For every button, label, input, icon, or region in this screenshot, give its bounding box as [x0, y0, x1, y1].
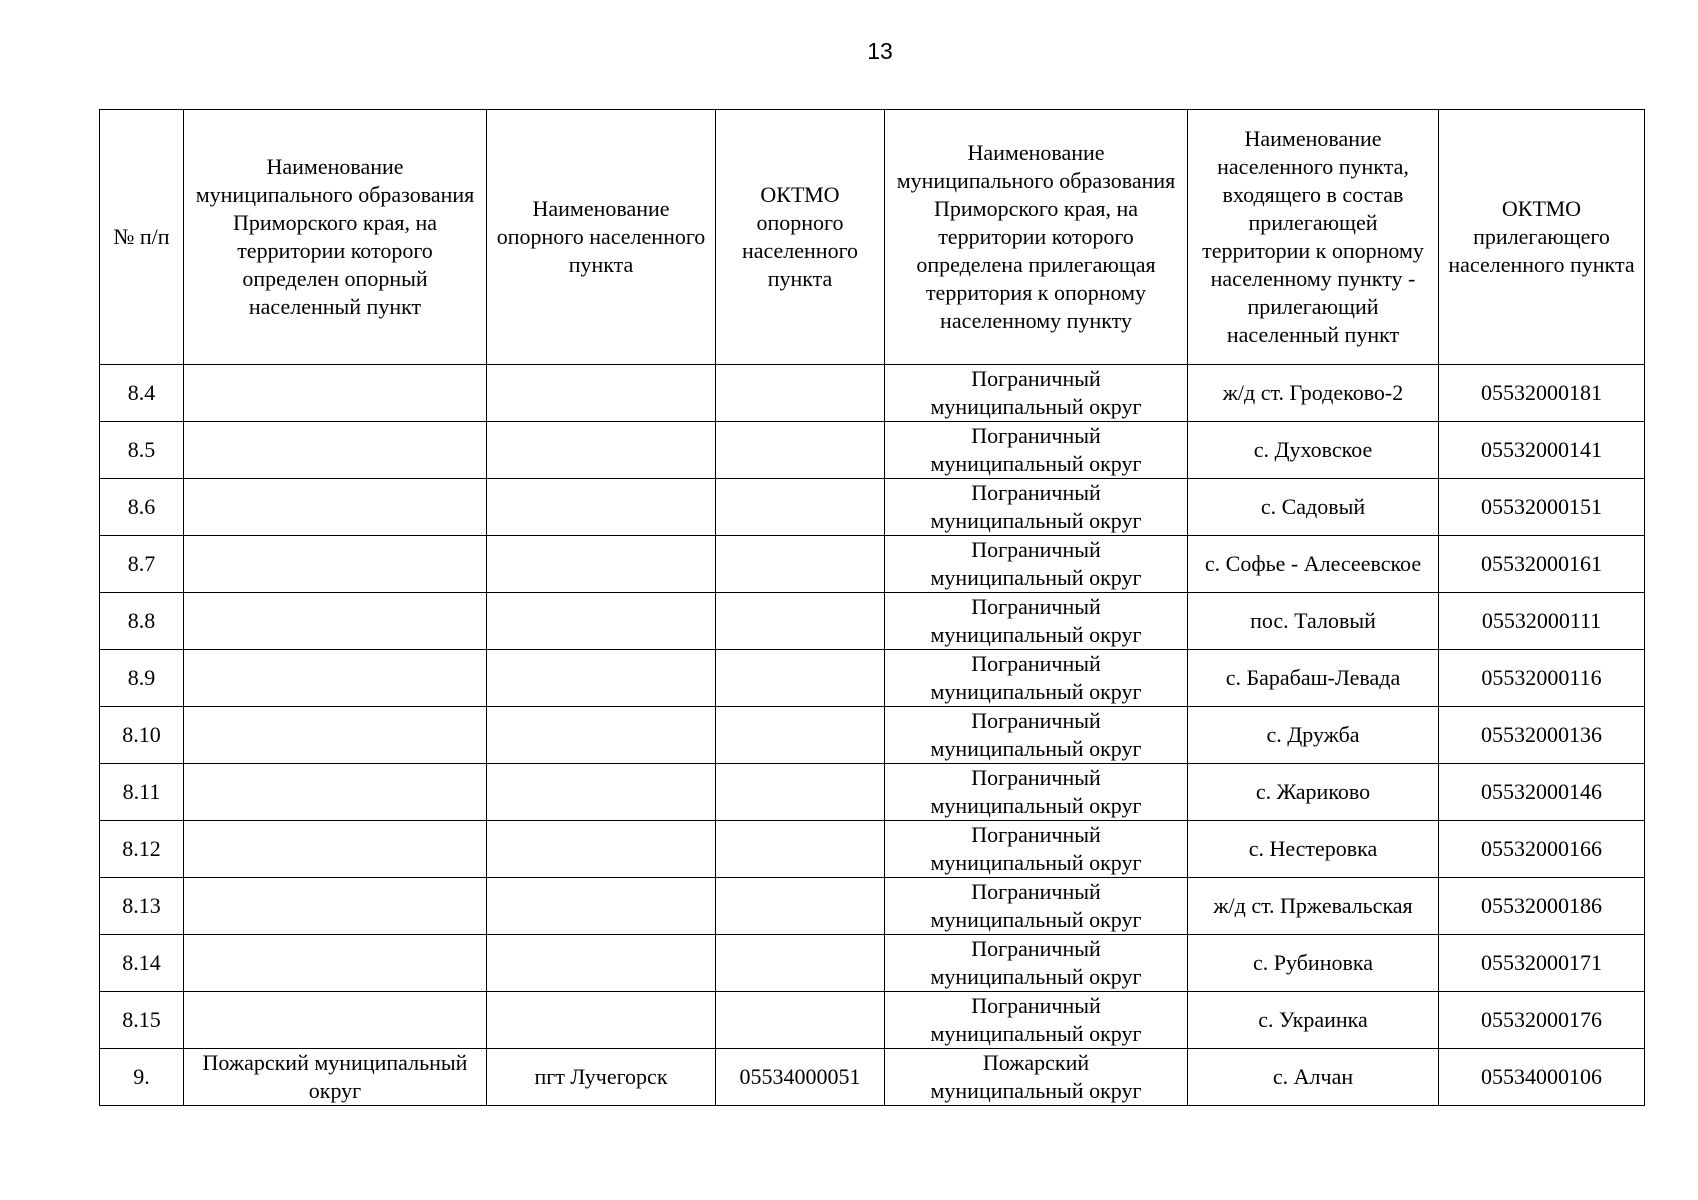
adj-mo-line-1: Пограничный — [971, 879, 1101, 904]
cell-adj-mo-name — [885, 422, 1188, 479]
adj-mo-line-2: муниципальный округ — [930, 679, 1142, 704]
adj-mo-line-1: Пограничный — [971, 537, 1101, 562]
adj-mo-line-1: Пожарский — [982, 1050, 1090, 1075]
cell-adj-settlement: с. Нестеровка — [1188, 821, 1439, 878]
cell-support-oktmo — [716, 935, 885, 992]
cell-adj-mo-name — [885, 935, 1188, 992]
cell-mo-name — [184, 593, 487, 650]
adj-mo-line-1: Пограничный — [971, 708, 1101, 733]
cell-adj-settlement: пос. Таловый — [1188, 593, 1439, 650]
table-row — [100, 821, 1645, 878]
cell-mo-name — [184, 422, 487, 479]
adj-mo-line-2: муниципальный округ — [930, 793, 1142, 818]
cell-adj-settlement: с. Алчан — [1188, 1049, 1439, 1106]
table-row — [100, 764, 1645, 821]
adj-mo-line-1: Пограничный — [971, 480, 1101, 505]
cell-adj-settlement: с. Украинка — [1188, 992, 1439, 1049]
cell-support-oktmo — [716, 878, 885, 935]
cell-adj-mo-name — [885, 707, 1188, 764]
cell-support-oktmo — [716, 593, 885, 650]
table-row — [100, 536, 1645, 593]
cell-adj-mo-name — [885, 878, 1188, 935]
header-adj-oktmo: ОКТМО прилегающего населенного пункта — [1439, 110, 1645, 365]
cell-adj-oktmo: 05532000116 — [1439, 650, 1645, 707]
adj-mo-line-1: Пограничный — [971, 822, 1101, 847]
cell-num: 8.8 — [100, 593, 184, 650]
adj-mo-line-1: Пограничный — [971, 936, 1101, 961]
adj-mo-line-2: муниципальный округ — [930, 907, 1142, 932]
cell-adj-mo-name — [885, 536, 1188, 593]
cell-adj-settlement: с. Жариково — [1188, 764, 1439, 821]
table-row — [100, 1049, 1645, 1106]
cell-support-name — [487, 536, 716, 593]
cell-adj-oktmo: 05532000111 — [1439, 593, 1645, 650]
header-adj-settlement: Наименование населенного пункта, входящего в состав прилегающей территории к опорному населенному пункту - прилегающий населенный пункт — [1188, 110, 1439, 365]
cell-adj-mo-name — [885, 821, 1188, 878]
adj-mo-line-1: Пограничный — [971, 594, 1101, 619]
cell-support-name — [487, 992, 716, 1049]
cell-adj-settlement: с. Барабаш-Левада — [1188, 650, 1439, 707]
cell-num: 8.5 — [100, 422, 184, 479]
header-support-oktmo: ОКТМО опорного населенного пункта — [716, 110, 885, 365]
header-num: № п/п — [100, 110, 184, 365]
cell-support-name — [487, 707, 716, 764]
cell-mo-name — [184, 878, 487, 935]
cell-adj-oktmo: 05532000146 — [1439, 764, 1645, 821]
cell-adj-settlement: с. Садовый — [1188, 479, 1439, 536]
cell-support-name — [487, 593, 716, 650]
cell-mo-name — [184, 992, 487, 1049]
header-adj-mo-name: Наименование муниципального образования Приморского края, на территории которого определена прилегающая территория к опорному населенному пункту — [885, 110, 1188, 365]
cell-num: 8.15 — [100, 992, 184, 1049]
cell-adj-oktmo: 05532000176 — [1439, 992, 1645, 1049]
table-row — [100, 593, 1645, 650]
cell-mo-name — [184, 821, 487, 878]
header-mo-name: Наименование муниципального образования Приморского края, на территории которого определен опорный населенный пункт — [184, 110, 487, 365]
cell-support-name — [487, 764, 716, 821]
adj-mo-line-1: Пограничный — [971, 651, 1101, 676]
cell-support-oktmo — [716, 821, 885, 878]
table-body — [100, 365, 1645, 1106]
cell-mo-name: Пожарский муниципальный округ — [184, 1049, 487, 1106]
cell-support-name — [487, 479, 716, 536]
cell-mo-name — [184, 935, 487, 992]
adj-mo-line-1: Пограничный — [971, 366, 1101, 391]
cell-support-oktmo — [716, 479, 885, 536]
cell-adj-oktmo: 05532000141 — [1439, 422, 1645, 479]
cell-adj-mo-name — [885, 992, 1188, 1049]
cell-mo-name — [184, 479, 487, 536]
table-row — [100, 878, 1645, 935]
cell-adj-oktmo: 05534000106 — [1439, 1049, 1645, 1106]
cell-num: 8.11 — [100, 764, 184, 821]
cell-support-oktmo — [716, 536, 885, 593]
adj-mo-line-2: муниципальный округ — [930, 1021, 1142, 1046]
adj-mo-line-2: муниципальный округ — [930, 508, 1142, 533]
cell-support-oktmo — [716, 650, 885, 707]
cell-adj-oktmo: 05532000186 — [1439, 878, 1645, 935]
cell-support-oktmo — [716, 422, 885, 479]
adj-mo-line-2: муниципальный округ — [930, 736, 1142, 761]
adj-mo-line-1: Пограничный — [971, 993, 1101, 1018]
cell-adj-settlement: с. Софье - Алесеевское — [1188, 536, 1439, 593]
cell-num: 8.10 — [100, 707, 184, 764]
cell-adj-mo-name — [885, 479, 1188, 536]
cell-adj-oktmo: 05532000136 — [1439, 707, 1645, 764]
header-support-name: Наименование опорного населенного пункта — [487, 110, 716, 365]
table-row — [100, 707, 1645, 764]
table-row — [100, 365, 1645, 422]
cell-support-name — [487, 650, 716, 707]
settlements-table — [99, 109, 1645, 1106]
cell-adj-settlement: ж/д ст. Пржевальская — [1188, 878, 1439, 935]
table-header-row — [100, 110, 1645, 365]
cell-support-name — [487, 878, 716, 935]
cell-adj-mo-name — [885, 1049, 1188, 1106]
cell-num: 8.9 — [100, 650, 184, 707]
table-row — [100, 992, 1645, 1049]
cell-adj-oktmo: 05532000161 — [1439, 536, 1645, 593]
cell-adj-mo-name — [885, 593, 1188, 650]
cell-support-name — [487, 422, 716, 479]
cell-num: 8.7 — [100, 536, 184, 593]
cell-mo-name — [184, 365, 487, 422]
cell-adj-oktmo: 05532000181 — [1439, 365, 1645, 422]
adj-mo-line-2: муниципальный округ — [930, 622, 1142, 647]
cell-adj-mo-name — [885, 650, 1188, 707]
cell-num: 8.13 — [100, 878, 184, 935]
cell-adj-oktmo: 05532000171 — [1439, 935, 1645, 992]
cell-adj-settlement: с. Духовское — [1188, 422, 1439, 479]
cell-adj-oktmo: 05532000166 — [1439, 821, 1645, 878]
cell-adj-settlement: ж/д ст. Гродеково-2 — [1188, 365, 1439, 422]
adj-mo-line-2: муниципальный округ — [930, 394, 1142, 419]
cell-support-name — [487, 365, 716, 422]
adj-mo-line-2: муниципальный округ — [930, 964, 1142, 989]
cell-support-oktmo — [716, 992, 885, 1049]
adj-mo-line-2: муниципальный округ — [930, 1078, 1142, 1103]
table-row — [100, 935, 1645, 992]
cell-num: 8.12 — [100, 821, 184, 878]
cell-support-oktmo — [716, 707, 885, 764]
cell-adj-settlement: с. Рубиновка — [1188, 935, 1439, 992]
page-number: 13 — [867, 38, 893, 64]
adj-mo-line-2: муниципальный округ — [930, 850, 1142, 875]
adj-mo-line-1: Пограничный — [971, 423, 1101, 448]
cell-support-oktmo — [716, 365, 885, 422]
cell-num: 8.14 — [100, 935, 184, 992]
adj-mo-line-2: муниципальный округ — [930, 565, 1142, 590]
cell-mo-name — [184, 650, 487, 707]
cell-adj-settlement: с. Дружба — [1188, 707, 1439, 764]
cell-support-name — [487, 821, 716, 878]
cell-mo-name — [184, 764, 487, 821]
cell-num: 9. — [100, 1049, 184, 1106]
cell-support-oktmo — [716, 764, 885, 821]
adj-mo-line-1: Пограничный — [971, 765, 1101, 790]
cell-mo-name — [184, 707, 487, 764]
cell-num: 8.4 — [100, 365, 184, 422]
adj-mo-line-2: муниципальный округ — [930, 451, 1142, 476]
table-row — [100, 650, 1645, 707]
table-row — [100, 479, 1645, 536]
cell-support-oktmo: 05534000051 — [716, 1049, 885, 1106]
cell-adj-mo-name — [885, 365, 1188, 422]
cell-adj-mo-name — [885, 764, 1188, 821]
cell-support-name — [487, 935, 716, 992]
cell-mo-name — [184, 536, 487, 593]
cell-num: 8.6 — [100, 479, 184, 536]
cell-support-name: пгт Лучегорск — [487, 1049, 716, 1106]
table-row — [100, 422, 1645, 479]
cell-adj-oktmo: 05532000151 — [1439, 479, 1645, 536]
